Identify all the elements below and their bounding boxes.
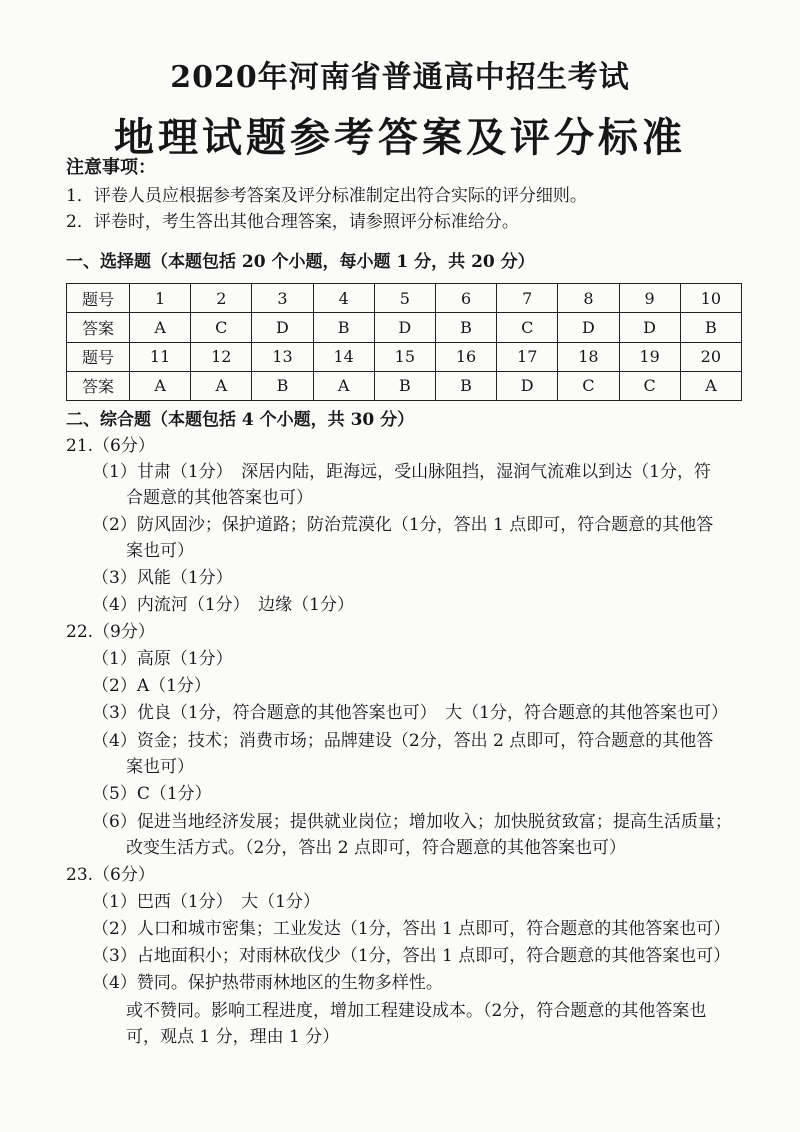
question-label: 22.（9分） <box>66 622 155 642</box>
table-cell: 8 <box>558 284 619 313</box>
row-label: 题号 <box>67 284 130 313</box>
table-cell: D <box>252 313 313 342</box>
table-cell: 20 <box>680 342 741 371</box>
table-cell: 6 <box>435 284 496 313</box>
table-row <box>67 284 742 313</box>
table-cell: 3 <box>252 284 313 313</box>
answer-line: 案也可） <box>126 757 194 777</box>
table-cell: 1 <box>130 284 191 313</box>
table-cell: A <box>191 371 252 400</box>
table-cell: 5 <box>374 284 435 313</box>
table-cell: C <box>558 371 619 400</box>
answer-line: （2）人口和城市密集；工业发达（1分，答出 1 点即可，符合题意的其他答案也可） <box>92 919 731 939</box>
table-cell: 4 <box>313 284 374 313</box>
answer-line: （3）优良（1分，符合题意的其他答案也可） 大（1分，符合题意的其他答案也可） <box>92 703 728 723</box>
table-cell: 9 <box>619 284 680 313</box>
table-row <box>67 342 742 371</box>
answer-line: （1）巴西（1分） 大（1分） <box>92 892 320 912</box>
table-row <box>67 313 742 342</box>
table-cell: 13 <box>252 342 313 371</box>
page-subtitle: 地理试题参考答案及评分标准 <box>114 114 686 161</box>
table-cell: 10 <box>680 284 741 313</box>
row-label: 答案 <box>67 313 130 342</box>
question-label: 23.（6分） <box>66 865 155 885</box>
answer-line: （4）资金；技术；消费市场；品牌建设（2分，答出 2 点即可，符合题意的其他答 <box>92 731 714 751</box>
answer-table <box>66 283 742 401</box>
row-label: 题号 <box>67 342 130 371</box>
table-cell: B <box>374 371 435 400</box>
answer-line: （4）内流河（1分） 边缘（1分） <box>92 595 354 615</box>
table-row <box>67 371 742 400</box>
table-cell: 12 <box>191 342 252 371</box>
answer-line: （6）促进当地经济发展；提供就业岗位；增加收入；加快脱贫致富；提高生活质量； <box>92 812 732 832</box>
table-cell: B <box>680 313 741 342</box>
answer-line: （1）高原（1分） <box>92 649 233 669</box>
table-cell: D <box>558 313 619 342</box>
answer-line: 或不赞同。影响工程进度，增加工程建设成本。（2分，符合题意的其他答案也 <box>126 1001 707 1021</box>
answer-line: 改变生活方式。（2分，答出 2 点即可，符合题意的其他答案也可） <box>126 838 626 858</box>
answer-line: 案也可） <box>126 541 194 561</box>
question-label: 21.（6分） <box>66 436 155 456</box>
table-cell: C <box>497 313 558 342</box>
answer-line: （2）防风固沙；保护道路；防治荒漠化（1分，答出 1 点即可，符合题意的其他答 <box>92 515 714 535</box>
section1-heading: 一、选择题（本题包括 20 个小题，每小题 1 分，共 20 分） <box>66 252 535 272</box>
table-cell: D <box>374 313 435 342</box>
answer-line: （2）A（1分） <box>92 676 211 696</box>
table-cell: A <box>313 371 374 400</box>
table-cell: 7 <box>497 284 558 313</box>
table-cell: C <box>619 371 680 400</box>
answer-line: 可，观点 1 分，理由 1 分） <box>126 1027 340 1047</box>
table-cell: 14 <box>313 342 374 371</box>
table-cell: 15 <box>374 342 435 371</box>
note-item: 2．评卷时，考生答出其他合理答案，请参照评分标准给分。 <box>66 212 519 232</box>
row-label: 答案 <box>67 371 130 400</box>
table-cell: B <box>435 371 496 400</box>
note-item: 1．评卷人员应根据参考答案及评分标准制定出符合实际的评分细则。 <box>66 186 587 206</box>
answer-line: 合题意的其他答案也可） <box>126 488 313 508</box>
table-cell: 18 <box>558 342 619 371</box>
table-cell: A <box>130 313 191 342</box>
notes-heading: 注意事项： <box>66 157 156 178</box>
page-title: 2020年河南省普通高中招生考试 <box>170 60 630 95</box>
table-cell: 19 <box>619 342 680 371</box>
table-cell: 17 <box>497 342 558 371</box>
table-cell: 2 <box>191 284 252 313</box>
answer-line: （3）风能（1分） <box>92 568 233 588</box>
section2-heading: 二、综合题（本题包括 4 个小题，共 30 分） <box>66 410 415 430</box>
answer-line: （5）C（1分） <box>92 784 212 804</box>
table-cell: D <box>497 371 558 400</box>
table-cell: D <box>619 313 680 342</box>
answer-line: （1）甘肃（1分） 深居内陆，距海远，受山脉阻挡，湿润气流难以到达（1分，符 <box>92 462 711 482</box>
table-cell: 16 <box>435 342 496 371</box>
table-cell: A <box>680 371 741 400</box>
table-cell: B <box>252 371 313 400</box>
table-cell: A <box>130 371 191 400</box>
table-cell: B <box>435 313 496 342</box>
table-cell: C <box>191 313 252 342</box>
answer-line: （3）占地面积小；对雨林砍伐少（1分，答出 1 点即可，符合题意的其他答案也可） <box>92 946 731 966</box>
answer-line: （4）赞同。保护热带雨林地区的生物多样性。 <box>92 973 443 993</box>
table-cell: B <box>313 313 374 342</box>
table-cell: 11 <box>130 342 191 371</box>
